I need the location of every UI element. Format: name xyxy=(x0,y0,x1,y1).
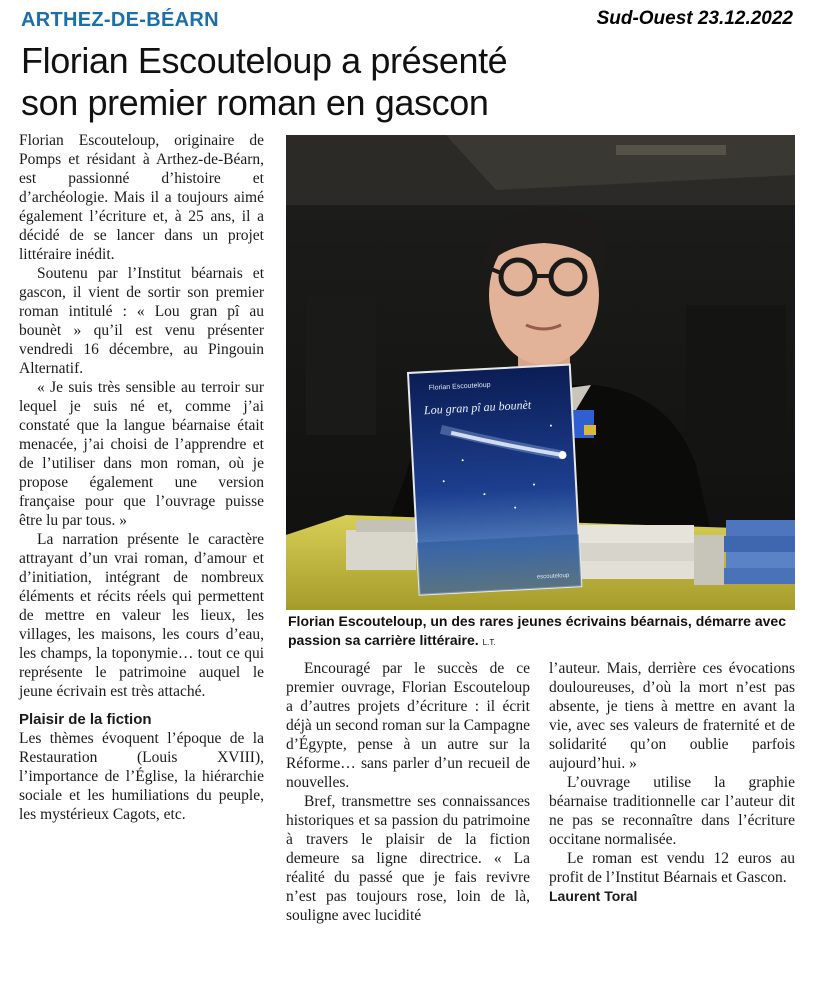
headline xyxy=(21,40,801,124)
section-tag: ARTHEZ-DE-BÉARN xyxy=(21,9,219,31)
photo-illustration xyxy=(286,135,795,610)
paragraph-8: l’auteur. Mais, derrière ces évocations douloureuses, d’où la mort n’est pas absente, je tiens à mettre en avant la vie, avec ses valeurs de fraternité et de solidarité qu’on oublie parfois aujourd’hui. » xyxy=(549,660,795,772)
article-column-1 xyxy=(19,131,264,824)
book-title-text: Lou gran pî au bounèt xyxy=(423,397,532,418)
book-author-text: Florian Escouteloup xyxy=(428,381,491,392)
photo-caption xyxy=(288,612,798,652)
paragraph-9: L’ouvrage utilise la graphie béarnaise traditionnelle car l’auteur dit ne pas se reconnaître dans l’écriture occitane normalisée. xyxy=(549,774,795,848)
paragraph-6: Encouragé par le succès de ce premier ouvrage, Florian Escouteloup a d’autres projets d’écriture : il écrit déjà un second roman sur la Campagne d’Égypte, pense à un autre sur la Réforme… sans parler d’un recueil de nouvelles. xyxy=(286,660,530,791)
author-signature: Laurent Toral xyxy=(549,888,638,904)
article-photo xyxy=(286,135,795,610)
paragraph-2: Soutenu par l’Institut béarnais et gascon, il vient de sortir son premier roman intitulé : « Lou gran pî au bounèt » qu’il est venu présenter vendredi 16 décembre, au Pingouin Alternatif. xyxy=(19,265,264,377)
subheading: Plaisir de la fiction xyxy=(19,711,152,728)
article-column-2 xyxy=(286,659,530,925)
headline-line-2: son premier roman en gascon xyxy=(21,82,489,123)
photo-credit: L.T. xyxy=(482,638,496,647)
paragraph-10: Le roman est vendu 12 euros au profit de l’Institut Béarnais et Gascon. xyxy=(549,850,795,886)
paragraph-4: La narration présente le caractère attrayant d’un vrai roman, d’amour et d’initiation, intégrant de nombreux éléments et récits réels qui permettent de mettre en valeur les lieux, les villages, les maisons, les cours d’eau, les champs, la toponymie… tout ce qui représente le patrimoine auquel le jeune écrivain est très attaché. xyxy=(19,531,264,700)
paragraph-5: Les thèmes évoquent l’époque de la Restauration (Louis XVIII), l’importance de l’Église, la hiérarchie sociale et les humiliations du peuple, les mystérieux Cagots, etc. xyxy=(19,730,264,823)
headline-line-1: Florian Escouteloup a présenté xyxy=(21,40,508,81)
paragraph-3: « Je suis très sensible au terroir sur lequel je suis né et, comme j’ai constaté que la langue béarnaise était menacée, j’ai choisi de l’apprendre et de l’utiliser dans mon roman, où je propose également une version française pour que l’ouvrage puisse être lu par tous. » xyxy=(19,379,264,529)
book-spine-text: escouteloup xyxy=(536,572,570,581)
paragraph-1: Florian Escouteloup, originaire de Pomps et résidant à Arthez-de-Béarn, est passionné d’histoire et d’archéologie. Mais il a toujours aimé également l’écriture et, à 25 ans, il a décidé de se lancer dans un projet littéraire inédit. xyxy=(19,132,264,263)
source-date: Sud-Ouest 23.12.2022 xyxy=(596,8,793,29)
article-column-3 xyxy=(549,659,795,906)
paragraph-7: Bref, transmettre ses connaissances historiques et sa passion du patrimoine à travers le plaisir de la fiction demeure sa ligne directrice. « La réalité du passé que je fais revivre n’est pas toujours rose, loin de là, souligne avec lucidité xyxy=(286,793,530,924)
caption-text: Florian Escouteloup, un des rares jeunes écrivains béarnais, démarre avec passion sa carrière littéraire. xyxy=(288,613,786,648)
